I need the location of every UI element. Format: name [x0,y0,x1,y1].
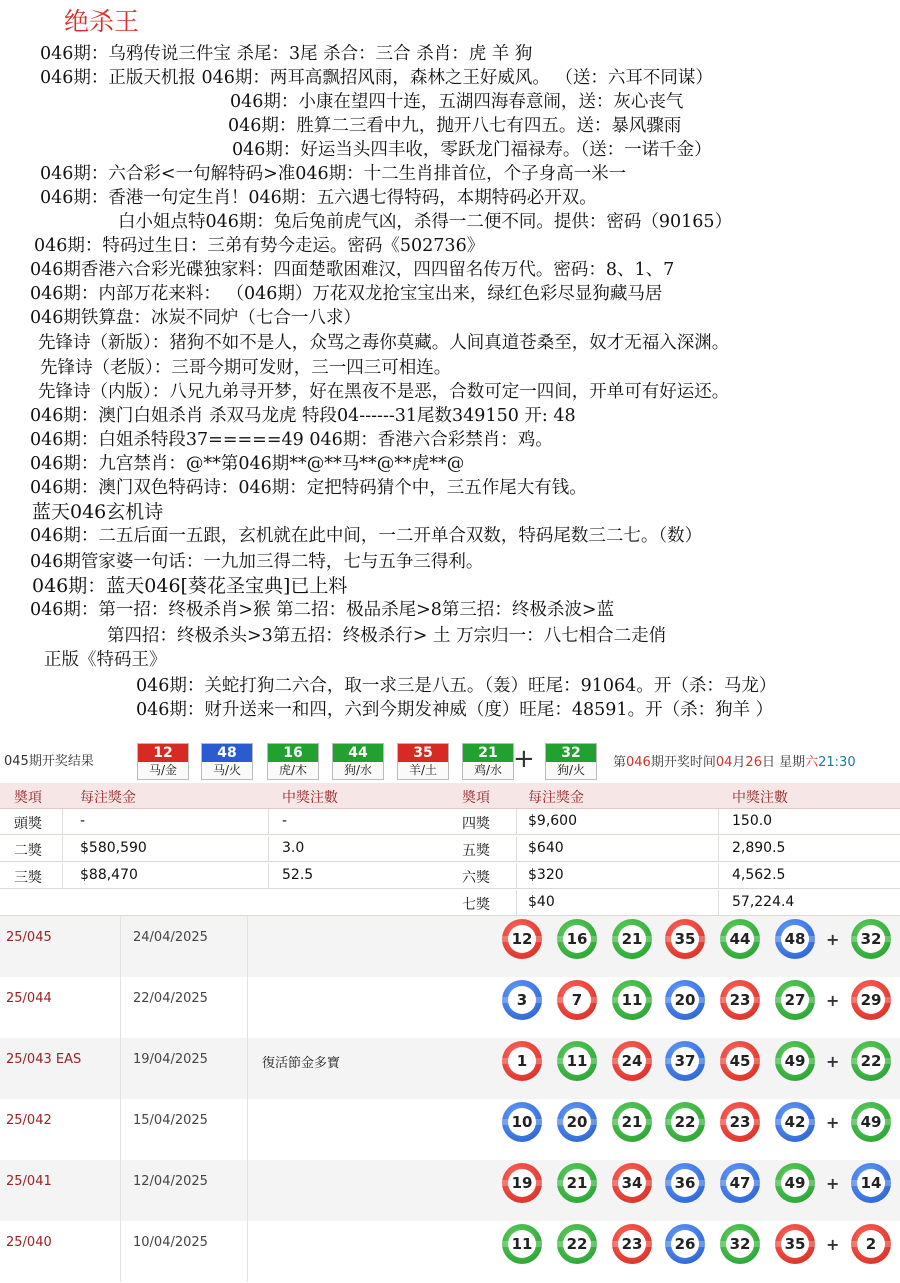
number-ball [720,1041,760,1081]
cell-divider [120,1221,121,1282]
prize-count: 3.0 [282,840,305,856]
cell-divider [718,836,719,861]
ball-number: 26 [671,1230,699,1258]
plus-sign: + [826,1174,840,1193]
prize-count: 52.5 [282,867,314,883]
prediction-line: 先锋诗（新版）：猪狗不如不是人，众骂之毒你莫藏。人间真道苍桑至，奴才无福入深渊。 [38,333,730,353]
prediction-line: 046期：正版天机报 046期：两耳高飘招风雨，森林之王好威风。 （送：六耳不同谋） [40,68,713,88]
history-period: 25/045 [6,930,52,945]
cell-divider [120,1160,121,1221]
cell-divider [62,809,63,834]
history-date: 15/04/2025 [133,1113,208,1128]
ball-number: 49 [857,1108,885,1136]
number-ball [612,1224,652,1264]
cell-divider [247,916,248,977]
prize-amount: - [80,813,86,829]
tile-number: 12 [138,744,188,762]
prize-amount: $9,600 [528,813,577,829]
tile-zodiac: 狗/火 [556,763,586,777]
number-tile [267,743,319,780]
number-ball [775,1224,815,1264]
prize-amount: $640 [528,840,564,856]
ball-number: 12 [508,925,536,953]
number-ball [502,980,542,1020]
prize-name: 六獎 [462,870,490,886]
history-date: 10/04/2025 [133,1235,208,1250]
ball-number: 11 [618,986,646,1014]
prize-table [0,783,900,916]
ball-number: 35 [671,925,699,953]
tile-zodiac: 狗/水 [343,763,373,777]
cell-divider [247,977,248,1038]
tile-number: 16 [268,744,318,762]
number-ball [612,1102,652,1142]
prize-row [0,836,900,862]
prediction-line: 先锋诗（内版）：八兄九弟寻开梦，好在黑夜不是恶，合数可定一四间，开单可有好运还。 [38,382,730,402]
number-ball [557,1041,597,1081]
ball-number: 23 [726,1108,754,1136]
number-ball [502,1163,542,1203]
prediction-line: 046期：小康在望四十连，五湖四海春意闹，送：灰心丧气 [230,92,684,112]
ball-number: 11 [563,1047,591,1075]
prize-amount: $40 [528,894,555,910]
prediction-line: 046期：好运当头四丰收，零跃龙门福禄寿。（送：一诺千金） [232,140,712,160]
number-ball [502,1224,542,1264]
history-period: 25/040 [6,1235,52,1250]
tile-zodiac: 马/火 [212,763,242,777]
number-ball [720,1163,760,1203]
prize-row [0,863,900,889]
cell-divider [120,1099,121,1160]
tile-zodiac: 马/金 [148,763,178,777]
cell-divider [516,890,517,915]
prediction-line: 046期铁算盘：冰炭不同炉（七合一八求） [30,308,361,328]
ball-number: 27 [781,986,809,1014]
number-tile [332,743,384,780]
number-ball [665,1224,705,1264]
number-ball [557,1102,597,1142]
special-ball [851,1163,891,1203]
prediction-line: 046期：六合彩<一句解特码>准046期：十二生肖排首位，个子身高一米一 [40,164,627,184]
ball-number: 34 [618,1169,646,1197]
cell-divider [247,1221,248,1282]
draw-result-label: 045期开奖结果 [4,754,94,769]
prize-name: 三獎 [14,870,42,886]
prediction-line: 046期管家婆一句话：一九加三得二特，七与五争三得利。 [30,552,484,572]
number-ball [612,919,652,959]
plus-sign: + [826,1052,840,1071]
tile-number: 21 [463,744,513,762]
cell-divider [268,836,269,861]
prediction-line: 白小姐点特046期：兔后兔前虎气凶，杀得一二便不同。提供：密码（90165） [118,212,733,232]
number-ball [720,980,760,1020]
number-ball [502,919,542,959]
prize-amount: $88,470 [80,867,138,883]
number-ball [665,1163,705,1203]
number-ball [775,1102,815,1142]
number-ball [720,1224,760,1264]
ball-number: 37 [671,1047,699,1075]
prediction-line: 046期：财升送来一和四，六到今期发神威（度）旺尾：48591。开（杀：狗羊 ） [136,700,774,720]
ball-number: 22 [671,1108,699,1136]
plus-sign: + [826,1235,840,1254]
prize-row [0,890,900,916]
history-row [0,1038,900,1099]
ball-number: 49 [781,1047,809,1075]
plus-sign: + [826,991,840,1010]
ball-number: 11 [508,1230,536,1258]
cell-divider [268,863,269,888]
history-row [0,1221,900,1282]
number-ball [557,919,597,959]
ball-number: 21 [563,1169,591,1197]
prediction-line: 第四招：终极杀头>3第五招：终极杀行> 土 万宗归一：八七相合二走俏 [107,626,667,646]
page-title: 绝杀王 [64,7,140,36]
tile-zodiac: 鸡/水 [473,763,503,777]
ball-number: 7 [563,986,591,1014]
history-list [0,916,900,1283]
tile-number: 35 [398,744,448,762]
prize-name: 四獎 [462,816,490,832]
special-ball [851,919,891,959]
draw-result-strip [0,742,900,780]
prediction-line: 046期：二五后面一五跟，玄机就在此中间，一二开单合双数，特码尾数三二七。（数） [30,526,703,546]
history-row [0,1099,900,1160]
special-ball [851,1102,891,1142]
prize-row [0,809,900,835]
ball-number: 19 [508,1169,536,1197]
cell-divider [120,916,121,977]
number-ball [502,1102,542,1142]
prize-name: 七獎 [462,897,490,913]
prediction-line: 046期：九宫禁肖：@**第046期**@**马**@**虎**@ [30,454,465,474]
prediction-line: 046期：白姐杀特段37=====49 046期：香港六合彩禁肖：鸡。 [30,430,553,450]
cell-divider [718,863,719,888]
ball-number: 16 [563,925,591,953]
cell-divider [268,809,269,834]
number-ball [775,980,815,1020]
number-ball [720,1102,760,1142]
ball-number: 14 [857,1169,885,1197]
number-ball [775,919,815,959]
number-tile [397,743,449,780]
ball-number: 35 [781,1230,809,1258]
tile-number: 44 [333,744,383,762]
special-ball [851,980,891,1020]
history-row [0,916,900,977]
prediction-line: 046期：第一招：终极杀肖>猴 第二招：极品杀尾>8第三招：终极杀波>蓝 [30,600,615,620]
prize-count: 2,890.5 [732,840,786,856]
cell-divider [120,1038,121,1099]
cell-divider [247,1160,248,1221]
ball-number: 21 [618,1108,646,1136]
history-row [0,1160,900,1221]
ball-number: 23 [726,986,754,1014]
ball-number: 29 [857,986,885,1014]
cell-divider [516,836,517,861]
prize-name: 二獎 [14,843,42,859]
prediction-line: 046期香港六合彩光碟独家料：四面楚歌困难汉，四四留名传万代。密码：8、1、7 [30,260,675,280]
cell-divider [718,890,719,915]
prediction-line: 046期：胜算二三看中九，抛开八七有四五。送：暴风骤雨 [228,116,682,136]
tile-number: 48 [202,744,252,762]
prize-name: 頭獎 [14,816,42,832]
prize-count: 4,562.5 [732,867,786,883]
cell-divider [247,1038,248,1099]
next-draw-info: 第046期开奖时间04月26日 星期六21:30 [613,755,856,770]
cell-divider [718,809,719,834]
special-ball [851,1224,891,1264]
history-period: 25/043 EAS [6,1052,82,1067]
ball-number: 36 [671,1169,699,1197]
ball-number: 22 [857,1047,885,1075]
ball-number: 44 [726,925,754,953]
prediction-line: 046期：香港一句定生肖！046期：五六遇七得特码，本期特码必开双。 [40,188,597,208]
number-ball [665,1041,705,1081]
ball-number: 10 [508,1108,536,1136]
ball-number: 42 [781,1108,809,1136]
special-number-tile [545,743,597,780]
history-date: 19/04/2025 [133,1052,208,1067]
ball-number: 21 [618,925,646,953]
ball-number: 47 [726,1169,754,1197]
history-date: 24/04/2025 [133,930,208,945]
prediction-line: 046期：特码过生日：三弟有势今走运。密码《502736》 [34,236,485,256]
ball-number: 24 [618,1047,646,1075]
number-ball [720,919,760,959]
prediction-line: 先锋诗（老版）：三哥今期可发财，三一四三可相连。 [40,358,452,378]
ball-number: 32 [857,925,885,953]
number-ball [665,1102,705,1142]
number-ball [612,1163,652,1203]
tile-zodiac: 虎/木 [278,763,308,777]
number-ball [665,919,705,959]
prize-count: 150.0 [732,813,773,829]
number-tile [201,743,253,780]
ball-number: 3 [508,986,536,1014]
prize-amount: $320 [528,867,564,883]
number-ball [612,980,652,1020]
number-ball [557,1163,597,1203]
plus-sign: + [826,1113,840,1132]
prediction-line: 046期：澳门白姐杀肖 杀双马龙虎 特段04------31尾数349150 开: 48 [30,406,576,426]
history-period: 25/042 [6,1113,52,1128]
cell-divider [62,863,63,888]
prediction-line: 正版《特码王》 [44,650,167,670]
prediction-line: 046期：澳门双色特码诗：046期：定把特码猜个中，三五作尾大有钱。 [30,478,587,498]
cell-divider [247,1099,248,1160]
prize-amount: $580,590 [80,840,147,856]
plus-sign: + [513,744,535,774]
history-period: 25/044 [6,991,52,1006]
ball-number: 48 [781,925,809,953]
prize-count: - [282,813,288,829]
ball-number: 23 [618,1230,646,1258]
number-ball [775,1163,815,1203]
history-row [0,977,900,1038]
prediction-line: 046期：乌鸦传说三件宝 杀尾：3尾 杀合：三合 杀肖：虎 羊 狗 [40,44,533,64]
tile-zodiac: 羊/土 [408,763,438,777]
ball-number: 20 [671,986,699,1014]
plus-sign: + [826,930,840,949]
ball-number: 1 [508,1047,536,1075]
history-period: 25/041 [6,1174,52,1189]
number-tile [137,743,189,780]
number-ball [502,1041,542,1081]
number-ball [557,980,597,1020]
prediction-line: 蓝天046玄机诗 [32,501,164,523]
number-tile [462,743,514,780]
prize-table-header: 奬項 每注獎金 中獎注數 奬項 每注獎金 中獎注數 [0,783,900,809]
ball-number: 32 [726,1230,754,1258]
number-ball [612,1041,652,1081]
ball-number: 20 [563,1108,591,1136]
special-ball [851,1041,891,1081]
ball-number: 2 [857,1230,885,1258]
history-date: 22/04/2025 [133,991,208,1006]
number-ball [775,1041,815,1081]
number-ball [557,1224,597,1264]
ball-number: 22 [563,1230,591,1258]
number-ball [665,980,705,1020]
cell-divider [120,977,121,1038]
prediction-line: 046期：关蛇打狗二六合，取一求三是八五。（轰）旺尾：91064。开（杀：马龙） [136,676,777,696]
ball-number: 49 [781,1169,809,1197]
history-date: 12/04/2025 [133,1174,208,1189]
ball-number: 45 [726,1047,754,1075]
prize-name: 五獎 [462,843,490,859]
cell-divider [516,809,517,834]
cell-divider [516,863,517,888]
tile-number: 32 [546,744,596,762]
prize-count: 57,224.4 [732,894,795,910]
prediction-line: 046期：蓝天046[葵花圣宝典]已上料 [32,575,348,597]
history-note: 復活節金多寶 [262,1056,341,1071]
prediction-line: 046期：内部万花来料： （046期）万花双龙抢宝宝出来，绿红色彩尽显狗藏马居 [30,284,663,304]
cell-divider [62,836,63,861]
